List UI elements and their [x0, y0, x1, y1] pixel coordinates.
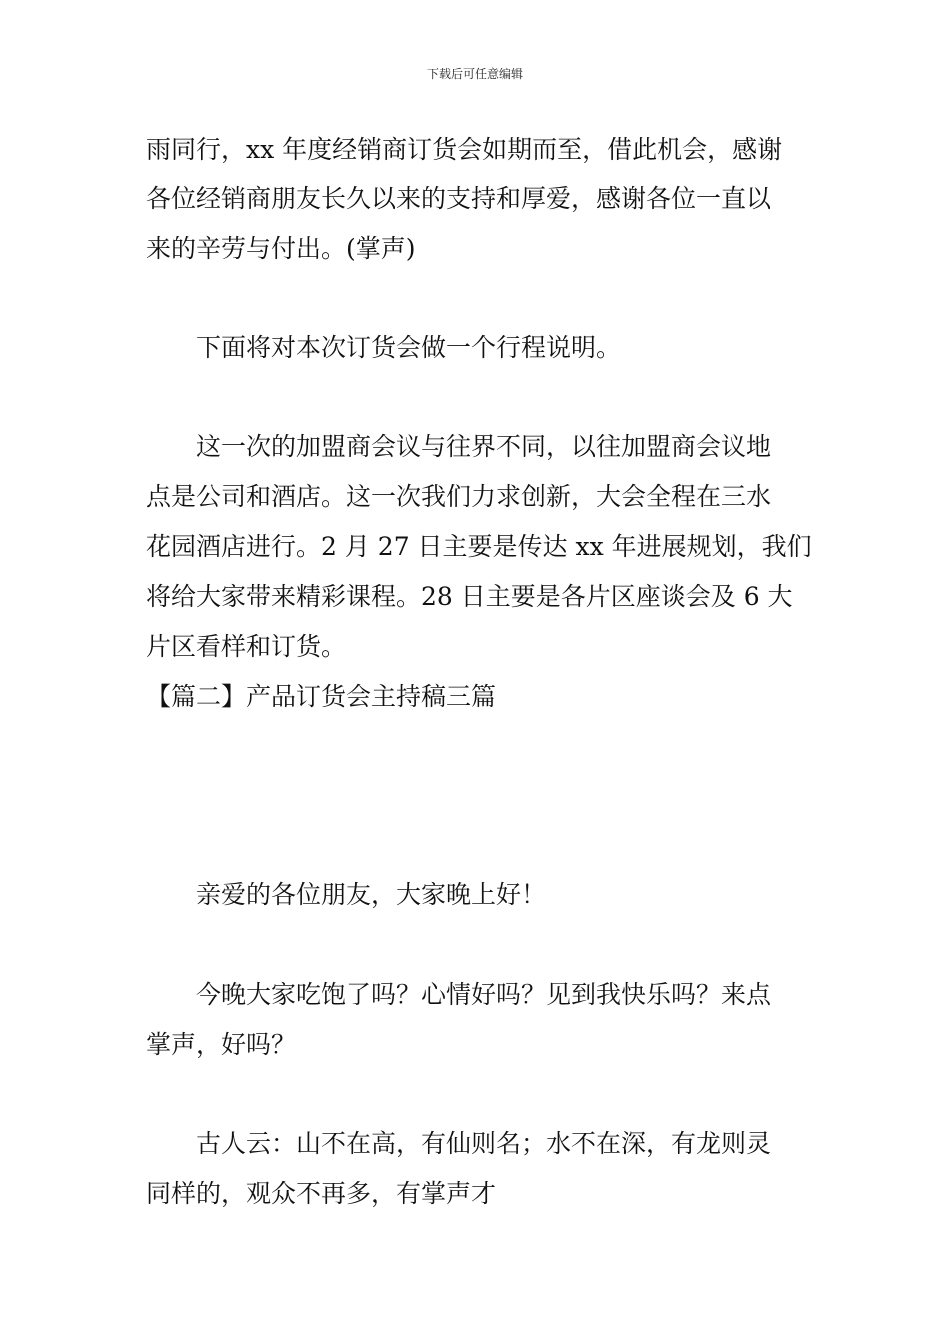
paragraph-line: 雨同行，xx 年度经销商订货会如期而至，借此机会，感谢: [146, 135, 783, 164]
paragraph-line: 亲爱的各位朋友，大家晚上好！: [196, 880, 547, 909]
paragraph-line: 下面将对本次订货会做一个行程说明。: [196, 333, 622, 362]
page-header-note: 下载后可任意编辑: [426, 67, 523, 81]
paragraph-line: 古人云：山不在高，有仙则名；水不在深，有龙则灵: [196, 1129, 772, 1158]
paragraph-line: 花园酒店进行。2 月 27 日主要是传达 xx 年进展规划，我们: [146, 532, 812, 561]
paragraph-line: 掌声，好吗？: [146, 1030, 297, 1059]
paragraph-line: 来的辛劳与付出。(掌声): [146, 234, 416, 263]
paragraph-line: 将给大家带来精彩课程。28 日主要是各片区座谈会及 6 大: [146, 582, 793, 611]
paragraph-line: 点是公司和酒店。这一次我们力求创新，大会全程在三水: [146, 482, 772, 511]
paragraph-line: 各位经销商朋友长久以来的支持和厚爱，感谢各位一直以: [146, 184, 772, 213]
section-title: 【篇二】产品订货会主持稿三篇: [146, 682, 497, 711]
paragraph-line: 同样的，观众不再多，有掌声才: [146, 1179, 497, 1208]
paragraph-line: 这一次的加盟商会议与往界不同，以往加盟商会议地: [196, 432, 772, 461]
paragraph-line: 今晚大家吃饱了吗？心情好吗？见到我快乐吗？来点: [196, 980, 772, 1009]
paragraph-line: 片区看样和订货。: [146, 632, 347, 661]
